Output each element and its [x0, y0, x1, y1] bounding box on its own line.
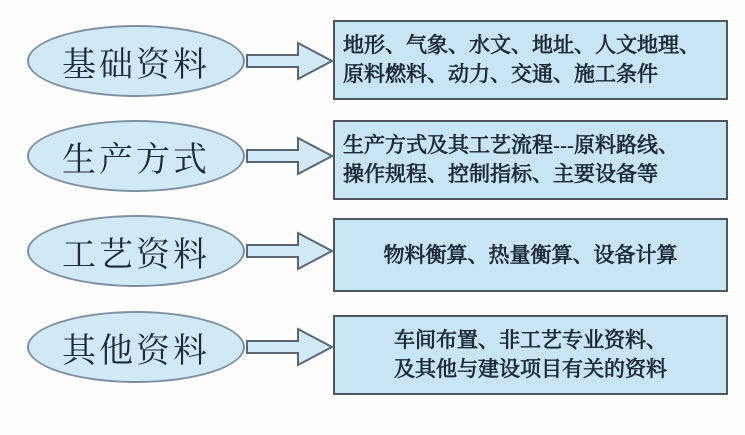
right-arrow-icon: [246, 327, 334, 367]
detail-line: 地形、气象、水文、地址、人文地理、: [343, 33, 700, 57]
detail-line: 操作规程、控制指标、主要设备等: [343, 162, 658, 186]
category-label: 生产方式: [62, 141, 210, 179]
detail-line: 车间布置、非工艺专业资料、: [394, 328, 667, 352]
detail-box-process-data: [333, 218, 728, 292]
right-arrow-icon: [246, 231, 334, 271]
right-arrow-icon: [246, 41, 334, 81]
category-label: 工艺资料: [62, 236, 210, 274]
detail-line: 原料燃料、动力、交通、施工条件: [343, 62, 658, 86]
detail-line: 生产方式及其工艺流程---原料路线、: [343, 133, 679, 157]
detail-line: 物料衡算、热量衡算、设备计算: [383, 242, 678, 267]
category-ellipse-production-method: [27, 120, 245, 192]
category-ellipse-other-data: [27, 311, 245, 383]
detail-line: 及其他与建设项目有关的资料: [394, 357, 667, 381]
detail-box-other-data: [333, 315, 728, 395]
right-arrow-icon: [246, 136, 334, 176]
category-ellipse-basic-data: [27, 25, 245, 97]
category-label: 基础资料: [62, 46, 210, 84]
category-label: 其他资料: [62, 332, 210, 370]
category-ellipse-process-data: [27, 215, 245, 287]
detail-box-production-method: [333, 120, 728, 200]
detail-box-basic-data: [333, 20, 728, 100]
